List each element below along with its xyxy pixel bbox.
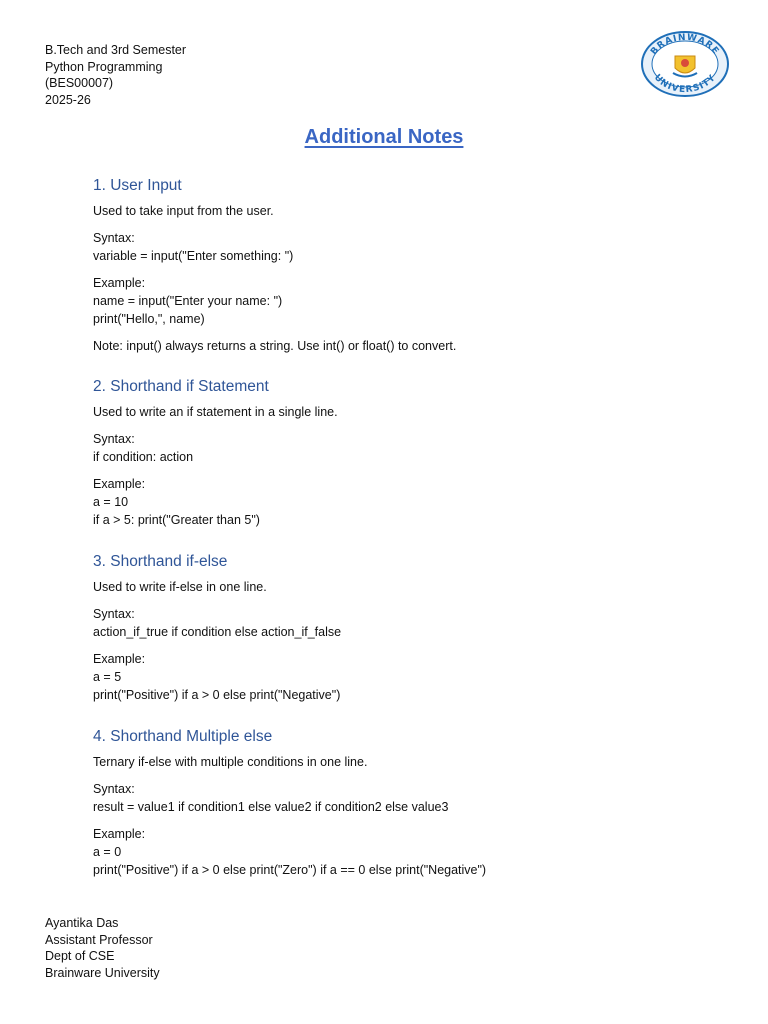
example-line: print("Hello,", name) — [93, 312, 205, 326]
syntax-block — [93, 229, 733, 265]
section-shorthand-if — [93, 377, 733, 552]
author-line: Dept of CSE — [45, 949, 115, 963]
example-block — [93, 650, 733, 704]
section-shorthand-if-else — [93, 552, 733, 727]
author-line: Brainware University — [45, 965, 160, 980]
example-label: Example: — [93, 827, 146, 841]
example-label: Example: — [93, 276, 146, 290]
section-heading: 4. Shorthand Multiple else — [93, 728, 273, 745]
syntax-label: Syntax: — [93, 607, 135, 621]
example-line: print("Positive") if a > 0 else print("Negative") — [93, 688, 341, 702]
section-heading: 1. User Input — [93, 177, 182, 194]
syntax-label: Syntax: — [93, 782, 135, 796]
course-line: Python Programming — [45, 59, 163, 74]
section-user-input — [93, 176, 733, 377]
example-line: name = input("Enter your name: ") — [93, 294, 283, 308]
example-block — [93, 274, 733, 328]
section-description: Used to write if-else in one line. — [93, 580, 267, 594]
section-description: Used to take input from the user. — [93, 204, 274, 218]
example-line: a = 5 — [93, 670, 122, 684]
example-label: Example: — [93, 477, 146, 491]
author-line: Assistant Professor — [45, 932, 153, 947]
example-block — [93, 825, 733, 879]
syntax-block — [93, 780, 733, 816]
course-line: 2025-26 — [45, 92, 91, 107]
example-line: a = 10 — [93, 495, 129, 509]
notes-content — [93, 176, 733, 879]
section-description: Used to write an if statement in a single line. — [93, 405, 338, 419]
syntax-line: action_if_true if condition else action_if_false — [93, 625, 342, 639]
syntax-line: variable = input("Enter something: ") — [93, 249, 294, 263]
course-line: (BES00007) — [45, 76, 114, 90]
svg-text:UNIVERSITY: UNIVERSITY — [651, 72, 719, 96]
example-label: Example: — [93, 652, 146, 666]
author-info — [45, 915, 160, 981]
syntax-label: Syntax: — [93, 231, 135, 245]
syntax-block — [93, 605, 733, 641]
course-line: B.Tech and 3rd Semester — [45, 43, 187, 57]
syntax-line: if condition: action — [93, 450, 194, 464]
example-line: if a > 5: print("Greater than 5") — [93, 513, 260, 527]
svg-text:BRAINWARE: BRAINWARE — [649, 32, 721, 58]
course-info — [45, 42, 186, 108]
example-line: print("Positive") if a > 0 else print("Zero") if a == 0 else print("Negative") — [93, 863, 487, 877]
university-logo — [640, 30, 730, 98]
note-text: Note: input() always returns a string. Use int() or float() to convert. — [93, 339, 457, 353]
section-description: Ternary if-else with multiple conditions in one line. — [93, 755, 368, 769]
syntax-label: Syntax: — [93, 432, 135, 446]
syntax-line: result = value1 if condition1 else value2 if condition2 else value3 — [93, 800, 449, 814]
page-title: Additional Notes — [304, 126, 464, 148]
section-heading: 3. Shorthand if-else — [93, 553, 228, 570]
syntax-block — [93, 430, 733, 466]
section-heading: 2. Shorthand if Statement — [93, 378, 269, 395]
example-line: a = 0 — [93, 845, 122, 859]
section-shorthand-multiple-else — [93, 727, 733, 879]
example-block — [93, 475, 733, 529]
author-line: Ayantika Das — [45, 916, 119, 930]
